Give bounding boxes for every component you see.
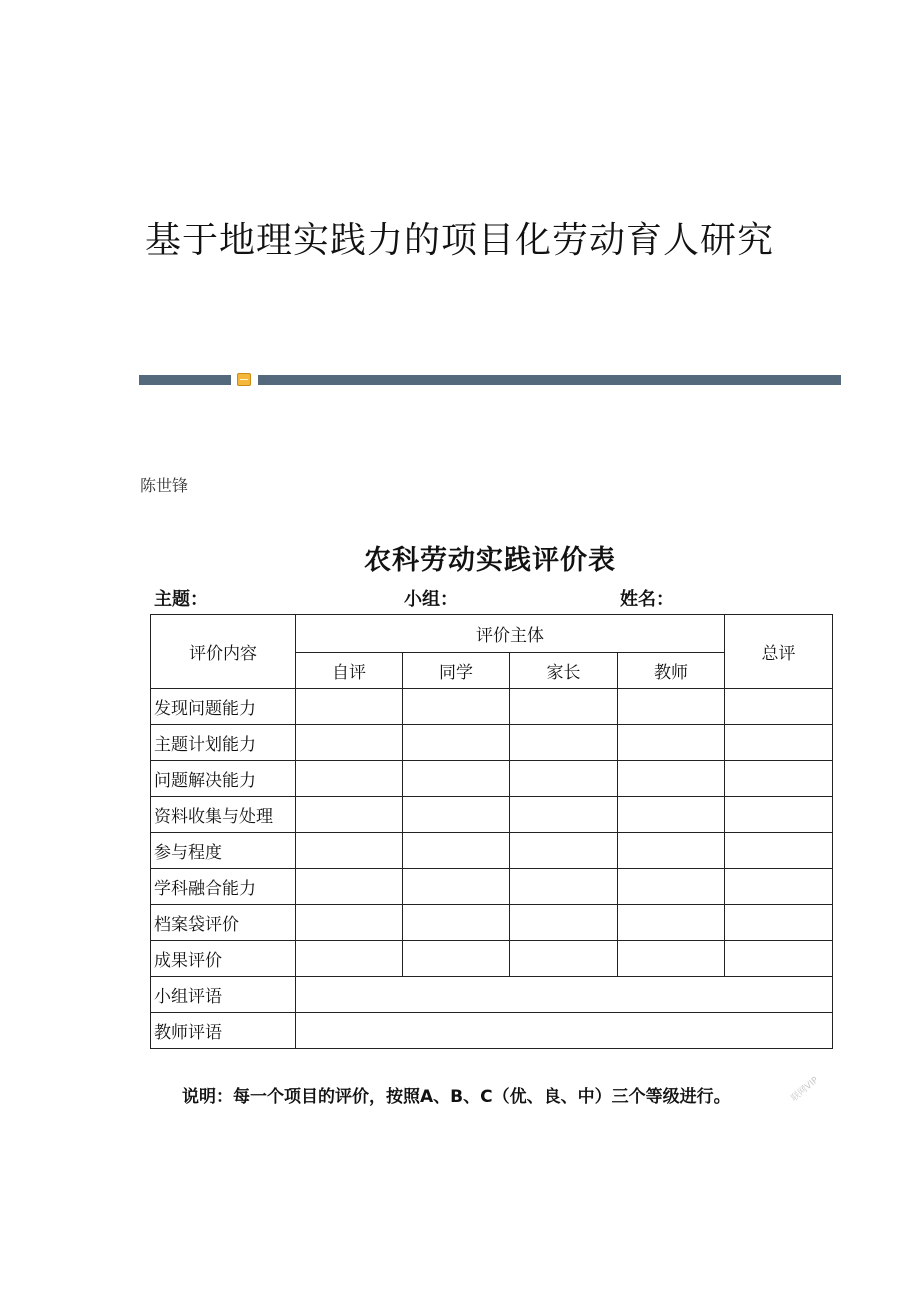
score-cell: [725, 761, 833, 797]
header-subject-group: 评价主体: [296, 615, 725, 653]
score-cell: [510, 869, 618, 905]
table-header-row: [151, 615, 833, 653]
score-cell: [510, 689, 618, 725]
score-cell: [403, 869, 510, 905]
group-label: 小组：: [404, 589, 458, 610]
table-row: [151, 689, 833, 725]
comment-cell: [296, 977, 833, 1013]
score-cell: [296, 725, 403, 761]
table-row: [151, 833, 833, 869]
score-cell: [725, 689, 833, 725]
header-overall: 总评: [725, 615, 833, 689]
score-cell: [403, 725, 510, 761]
score-cell: [510, 833, 618, 869]
score-cell: [403, 941, 510, 977]
score-cell: [725, 869, 833, 905]
comment-cell: [296, 1013, 833, 1049]
score-cell: [618, 761, 725, 797]
header-evaluator: 教师: [618, 653, 725, 689]
watermark-text: 联网VIP: [789, 1075, 821, 1104]
score-cell: [618, 905, 725, 941]
score-cell: [510, 797, 618, 833]
table-row: [151, 869, 833, 905]
score-cell: [725, 725, 833, 761]
row-label: 档案袋评价: [151, 905, 296, 941]
score-cell: [618, 797, 725, 833]
score-cell: [725, 941, 833, 977]
score-cell: [510, 761, 618, 797]
score-cell: [296, 941, 403, 977]
score-cell: [296, 761, 403, 797]
score-cell: [618, 941, 725, 977]
score-cell: [725, 905, 833, 941]
row-label: 参与程度: [151, 833, 296, 869]
score-cell: [296, 833, 403, 869]
row-label: 发现问题能力: [151, 689, 296, 725]
evaluation-form-figure: [140, 530, 840, 1115]
score-cell: [510, 941, 618, 977]
row-label: 学科融合能力: [151, 869, 296, 905]
score-cell: [403, 689, 510, 725]
score-cell: [296, 869, 403, 905]
table-row: [151, 797, 833, 833]
divider-left-bar: [139, 375, 231, 385]
comment-row: [151, 1013, 833, 1049]
score-cell: [510, 905, 618, 941]
score-cell: [296, 797, 403, 833]
name-label: 姓名：: [620, 589, 674, 610]
form-note: 说明：每一个项目的评价，按照A、B、C（优、良、中）三个等级进行。: [182, 1087, 731, 1107]
subject-label: 主题：: [154, 589, 208, 610]
comment-label: 教师评语: [151, 1013, 296, 1049]
score-cell: [296, 905, 403, 941]
evaluation-table: [150, 614, 833, 1049]
row-label: 主题计划能力: [151, 725, 296, 761]
row-label: 成果评价: [151, 941, 296, 977]
table-row: [151, 941, 833, 977]
score-cell: [725, 833, 833, 869]
header-evaluator: 自评: [296, 653, 403, 689]
table-row: [151, 761, 833, 797]
comment-row: [151, 977, 833, 1013]
row-label: 问题解决能力: [151, 761, 296, 797]
score-cell: [618, 689, 725, 725]
score-cell: [618, 833, 725, 869]
score-cell: [296, 689, 403, 725]
score-cell: [403, 905, 510, 941]
score-cell: [403, 833, 510, 869]
score-cell: [618, 869, 725, 905]
score-cell: [403, 761, 510, 797]
table-row: [151, 725, 833, 761]
divider-badge-icon: [237, 373, 251, 386]
score-cell: [618, 725, 725, 761]
divider-right-bar: [258, 375, 841, 385]
form-title: 农科劳动实践评价表: [364, 545, 616, 576]
header-evaluator: 同学: [403, 653, 510, 689]
document-title: 基于地理实践力的项目化劳动育人研究: [145, 220, 775, 261]
table-row: [151, 905, 833, 941]
score-cell: [403, 797, 510, 833]
author-name: 陈世锋: [140, 476, 189, 495]
header-evaluator: 家长: [510, 653, 618, 689]
score-cell: [725, 797, 833, 833]
row-label: 资料收集与处理: [151, 797, 296, 833]
comment-label: 小组评语: [151, 977, 296, 1013]
header-content: 评价内容: [151, 615, 296, 689]
title-divider: [139, 375, 841, 385]
score-cell: [510, 725, 618, 761]
